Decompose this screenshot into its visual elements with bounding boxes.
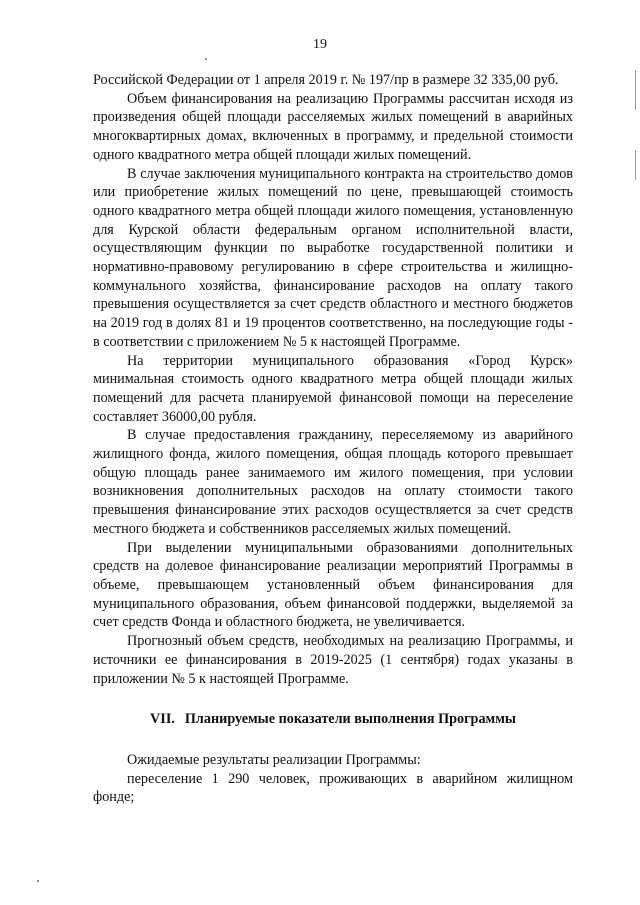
page-body [93,71,573,807]
paragraph-additional-funds: При выделении муниципальными образованиями дополнительных средств на долевое финансирование реализации мероприятий Программы в объеме, превышающем установленный объем финансирования для муниципального образования, объем финансовой поддержки, выделяемой за счет средств Фонда и областного бюджета, не увеличивается. [93,539,573,631]
paragraph-forecast-volume: Прогнозный объем средств, необходимых на реализацию Программы, и источники ее финансирования в 2019-2025 (1 сентября) годах указаны в приложении № 5 к настоящей Программе. [93,633,573,687]
paragraph-min-cost: На территории муниципального образования «Город Курск» минимальная стоимость одного квадратного метра общей площади жилых помещений для расчета планируемой финансовой помощи на переселение составляет 36000,00 рубля. [93,352,573,425]
scan-dot [205,58,207,60]
section-number: VII. [150,711,175,728]
scan-edge-mark [635,150,636,180]
scan-edge-mark [635,70,636,110]
paragraph-municipal-contract: В случае заключения муниципального контракта на строительство домов или приобретение жилых помещений по цене, превышающей стоимость одного квадратного метра общей площади жилого помещения, установленную для Курской области федеральным органом исполнительной власти, осуществляющим функции по выработке государственной политики и нормативно-правовому регулированию в сфере строительства и жилищно-коммунального хозяйства, финансирование расходов на оплату такого превышения осуществляется за счет средств областного и местного бюджетов на 2019 год в долях 81 и 19 процентов соответственно, на последующие годы - в соответствии с приложением № 5 к настоящей Программе. [93,165,573,350]
page-number: 19 [313,37,327,52]
paragraph-funding-volume: Объем финансирования на реализацию Программы рассчитан исходя из произведения общей площади расселяемых жилых помещений в аварийных многоквартирных домах, включенных в программу, и предельной стоимости одного квадратного метра общей площади жилых помещений. [93,90,573,163]
paragraph-larger-housing: В случае предоставления гражданину, переселяемому из аварийного жилищного фонда, жилого помещения, общая площадь которого превышает общую площадь ранее занимаемого им жилого помещения, при условии возникновения дополнительных расходов на оплату стоимости такого превышения финансирование этих расходов осуществляется за счет средств местного бюджета и собственников расселяемых жилых помещений. [93,427,573,537]
scan-dot [37,880,39,882]
paragraph-continuation: Российской Федерации от 1 апреля 2019 г. № 197/пр в размере 32 335,00 руб. [93,72,559,88]
paragraph-resettlement: переселение 1 290 человек, проживающих в аварийном жилищном фонде; [93,770,573,806]
paragraph-expected-results: Ожидаемые результаты реализации Программы: [127,751,421,768]
section-heading [93,710,573,729]
section-title: Планируемые показатели выполнения Программы [184,711,516,728]
